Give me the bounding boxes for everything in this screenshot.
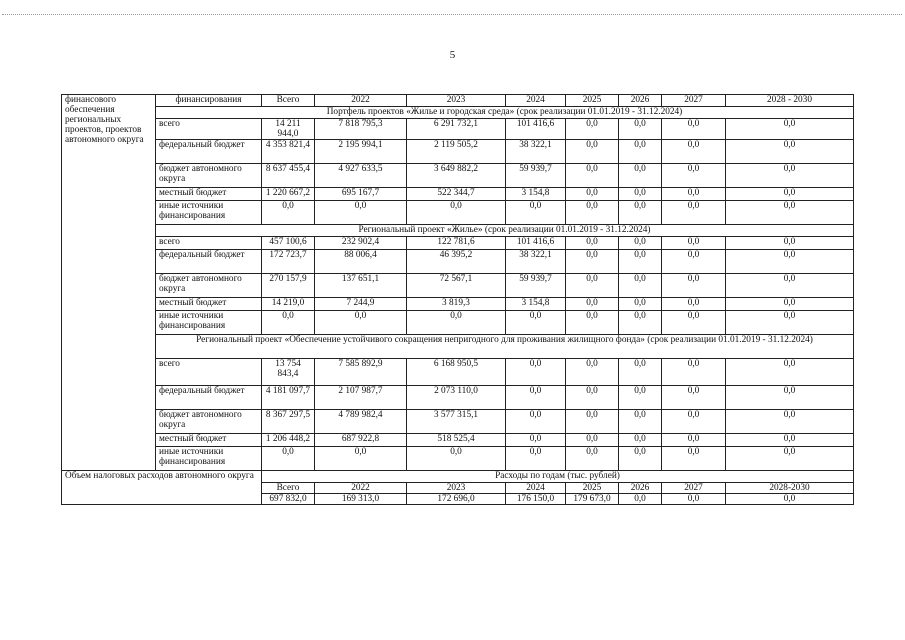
financing-table <box>61 94 854 505</box>
value-cell: 0,0 <box>662 298 726 311</box>
value-cell: 1 206 448,2 <box>262 434 315 447</box>
value-cell: 0,0 <box>506 201 566 225</box>
value-cell: 0,0 <box>619 386 662 410</box>
value-cell: 0,0 <box>262 311 315 335</box>
value-cell: 0,0 <box>566 201 619 225</box>
table-row <box>62 201 854 225</box>
value-cell: 3 154,8 <box>506 188 566 201</box>
value-cell: 14 211 944,0 <box>262 119 315 140</box>
tax-header: 2022 <box>315 483 407 494</box>
value-cell: 101 416,6 <box>506 237 566 250</box>
header-year: 2027 <box>662 95 726 107</box>
value-cell: 0,0 <box>726 447 854 471</box>
table-row <box>62 298 854 311</box>
value-cell: 0,0 <box>619 298 662 311</box>
table-row <box>62 250 854 274</box>
value-cell: 6 168 950,5 <box>407 359 506 386</box>
value-cell: 0,0 <box>662 410 726 434</box>
value-cell: 0,0 <box>726 237 854 250</box>
tax-header: Всего <box>262 483 315 494</box>
value-cell: 0,0 <box>662 119 726 140</box>
value-cell: 0,0 <box>566 447 619 471</box>
value-cell: 1 220 667,2 <box>262 188 315 201</box>
value-cell: 0,0 <box>726 250 854 274</box>
value-cell: 0,0 <box>506 434 566 447</box>
value-cell: 270 157,9 <box>262 274 315 298</box>
row-label: бюджет автономного округа <box>156 274 262 298</box>
section-title: Портфель проектов «Жилье и городская среда» (срок реализации 01.01.2019 - 31.12.2024) <box>156 107 854 119</box>
row-label: бюджет автономного округа <box>156 164 262 188</box>
value-cell: 4 789 982,4 <box>315 410 407 434</box>
header-year: 2025 <box>566 95 619 107</box>
value-cell: 2 073 110,0 <box>407 386 506 410</box>
value-cell: 687 922,8 <box>315 434 407 447</box>
value-cell: 2 107 987,7 <box>315 386 407 410</box>
value-cell: 0,0 <box>619 140 662 164</box>
header-year: Всего <box>262 95 315 107</box>
value-cell: 0,0 <box>726 164 854 188</box>
scan-top-edge <box>2 14 902 15</box>
value-cell: 7 244,9 <box>315 298 407 311</box>
value-cell: 0,0 <box>407 201 506 225</box>
value-cell: 0,0 <box>619 188 662 201</box>
row-label: местный бюджет <box>156 434 262 447</box>
value-cell: 0,0 <box>726 410 854 434</box>
value-cell: 46 395,2 <box>407 250 506 274</box>
value-cell: 0,0 <box>262 201 315 225</box>
section-label-cell: финансового обеспечения региональных проектов, проектов автономного округа <box>62 95 156 471</box>
table-row <box>62 434 854 447</box>
header-year: 2022 <box>315 95 407 107</box>
value-cell: 457 100,6 <box>262 237 315 250</box>
header-source: финансирования <box>156 95 262 107</box>
value-cell: 0,0 <box>726 311 854 335</box>
tax-value: 172 696,0 <box>407 494 506 505</box>
value-cell: 0,0 <box>726 119 854 140</box>
table-row <box>62 188 854 201</box>
value-cell: 72 567,1 <box>407 274 506 298</box>
value-cell: 0,0 <box>566 250 619 274</box>
value-cell: 0,0 <box>566 119 619 140</box>
value-cell: 0,0 <box>566 298 619 311</box>
value-cell: 0,0 <box>726 298 854 311</box>
tax-header: 2025 <box>566 483 619 494</box>
row-label: иные источники финансирования <box>156 311 262 335</box>
value-cell: 0,0 <box>566 359 619 386</box>
value-cell: 0,0 <box>506 359 566 386</box>
row-label: федеральный бюджет <box>156 386 262 410</box>
value-cell: 6 291 732,1 <box>407 119 506 140</box>
table-row <box>62 274 854 298</box>
tax-value: 176 150,0 <box>506 494 566 505</box>
tax-header: 2023 <box>407 483 506 494</box>
row-label: всего <box>156 359 262 386</box>
value-cell: 2 119 505,2 <box>407 140 506 164</box>
value-cell: 0,0 <box>662 237 726 250</box>
page-number: 5 <box>449 49 456 61</box>
tax-value: 0,0 <box>726 494 854 505</box>
value-cell: 13 754 843,4 <box>262 359 315 386</box>
value-cell: 3 649 882,2 <box>407 164 506 188</box>
value-cell: 88 006,4 <box>315 250 407 274</box>
value-cell: 0,0 <box>662 140 726 164</box>
value-cell: 3 819,3 <box>407 298 506 311</box>
value-cell: 0,0 <box>619 359 662 386</box>
value-cell: 0,0 <box>662 359 726 386</box>
header-year: 2028 - 2030 <box>726 95 854 107</box>
value-cell: 0,0 <box>619 447 662 471</box>
value-cell: 2 195 994,1 <box>315 140 407 164</box>
value-cell: 0,0 <box>662 250 726 274</box>
table-row <box>62 140 854 164</box>
value-cell: 0,0 <box>619 311 662 335</box>
value-cell: 0,0 <box>619 410 662 434</box>
value-cell: 0,0 <box>566 237 619 250</box>
row-label: бюджет автономного округа <box>156 410 262 434</box>
header-year: 2024 <box>506 95 566 107</box>
value-cell: 0,0 <box>662 274 726 298</box>
tax-value: 0,0 <box>662 494 726 505</box>
tax-value: 697 832,0 <box>262 494 315 505</box>
section-title: Региональный проект «Жилье» (срок реализации 01.01.2019 - 31.12.2024) <box>156 225 854 237</box>
value-cell: 0,0 <box>315 447 407 471</box>
value-cell: 0,0 <box>407 311 506 335</box>
tax-value: 169 313,0 <box>315 494 407 505</box>
value-cell: 0,0 <box>566 188 619 201</box>
tax-header: 2027 <box>662 483 726 494</box>
value-cell: 4 927 633,5 <box>315 164 407 188</box>
value-cell: 0,0 <box>619 164 662 188</box>
value-cell: 3 577 315,1 <box>407 410 506 434</box>
table-row <box>62 164 854 188</box>
value-cell: 0,0 <box>566 164 619 188</box>
value-cell: 0,0 <box>566 410 619 434</box>
table-row <box>62 359 854 386</box>
value-cell: 0,0 <box>315 201 407 225</box>
table-row <box>62 447 854 471</box>
table-row <box>62 410 854 434</box>
value-cell: 172 723,7 <box>262 250 315 274</box>
value-cell: 101 416,6 <box>506 119 566 140</box>
row-label: иные источники финансирования <box>156 201 262 225</box>
value-cell: 38 322,1 <box>506 250 566 274</box>
value-cell: 0,0 <box>566 274 619 298</box>
section-title: Региональный проект «Обеспечение устойчивого сокращения непригодного для проживания жилищного фонда» (срок реализации 01.01.2019 - 31.12.2024) <box>156 335 854 359</box>
value-cell: 122 781,6 <box>407 237 506 250</box>
tax-header: 2026 <box>619 483 662 494</box>
value-cell: 0,0 <box>262 447 315 471</box>
value-cell: 14 219,0 <box>262 298 315 311</box>
value-cell: 38 322,1 <box>506 140 566 164</box>
value-cell: 0,0 <box>662 311 726 335</box>
row-label: иные источники финансирования <box>156 447 262 471</box>
value-cell: 0,0 <box>726 140 854 164</box>
value-cell: 518 525,4 <box>407 434 506 447</box>
row-label: местный бюджет <box>156 298 262 311</box>
value-cell: 0,0 <box>506 311 566 335</box>
value-cell: 695 167,7 <box>315 188 407 201</box>
value-cell: 0,0 <box>566 434 619 447</box>
row-label: федеральный бюджет <box>156 250 262 274</box>
value-cell: 59 939,7 <box>506 274 566 298</box>
value-cell: 7 818 795,3 <box>315 119 407 140</box>
value-cell: 0,0 <box>662 164 726 188</box>
value-cell: 232 902,4 <box>315 237 407 250</box>
value-cell: 0,0 <box>726 434 854 447</box>
value-cell: 0,0 <box>662 188 726 201</box>
value-cell: 0,0 <box>662 434 726 447</box>
value-cell: 0,0 <box>662 447 726 471</box>
value-cell: 0,0 <box>726 386 854 410</box>
value-cell: 8 637 455,4 <box>262 164 315 188</box>
value-cell: 0,0 <box>619 237 662 250</box>
value-cell: 0,0 <box>619 274 662 298</box>
value-cell: 0,0 <box>619 250 662 274</box>
value-cell: 8 367 297,5 <box>262 410 315 434</box>
value-cell: 0,0 <box>315 311 407 335</box>
value-cell: 0,0 <box>662 201 726 225</box>
table-row <box>62 386 854 410</box>
value-cell: 0,0 <box>662 386 726 410</box>
value-cell: 0,0 <box>726 274 854 298</box>
row-label: федеральный бюджет <box>156 140 262 164</box>
value-cell: 137 651,1 <box>315 274 407 298</box>
table-row <box>62 237 854 250</box>
value-cell: 0,0 <box>726 188 854 201</box>
header-year: 2026 <box>619 95 662 107</box>
value-cell: 0,0 <box>619 201 662 225</box>
tax-value: 0,0 <box>619 494 662 505</box>
value-cell: 0,0 <box>566 140 619 164</box>
value-cell: 7 585 892,9 <box>315 359 407 386</box>
tax-title: Расходы по годам (тыс. рублей) <box>262 471 854 483</box>
value-cell: 0,0 <box>407 447 506 471</box>
value-cell: 0,0 <box>506 410 566 434</box>
value-cell: 0,0 <box>726 359 854 386</box>
row-label: всего <box>156 237 262 250</box>
value-cell: 0,0 <box>726 201 854 225</box>
row-label: всего <box>156 119 262 140</box>
value-cell: 4 353 821,4 <box>262 140 315 164</box>
value-cell: 0,0 <box>619 119 662 140</box>
value-cell: 59 939,7 <box>506 164 566 188</box>
value-cell: 0,0 <box>506 447 566 471</box>
value-cell: 0,0 <box>566 311 619 335</box>
row-label: местный бюджет <box>156 188 262 201</box>
value-cell: 522 344,7 <box>407 188 506 201</box>
table-row <box>62 119 854 140</box>
value-cell: 3 154,8 <box>506 298 566 311</box>
tax-header: 2028-2030 <box>726 483 854 494</box>
value-cell: 0,0 <box>619 434 662 447</box>
tax-value: 179 673,0 <box>566 494 619 505</box>
value-cell: 4 181 097,7 <box>262 386 315 410</box>
header-year: 2023 <box>407 95 506 107</box>
value-cell: 0,0 <box>566 386 619 410</box>
value-cell: 0,0 <box>506 386 566 410</box>
tax-header: 2024 <box>506 483 566 494</box>
table-row <box>62 311 854 335</box>
tax-label: Объем налоговых расходов автономного округа <box>62 471 262 505</box>
